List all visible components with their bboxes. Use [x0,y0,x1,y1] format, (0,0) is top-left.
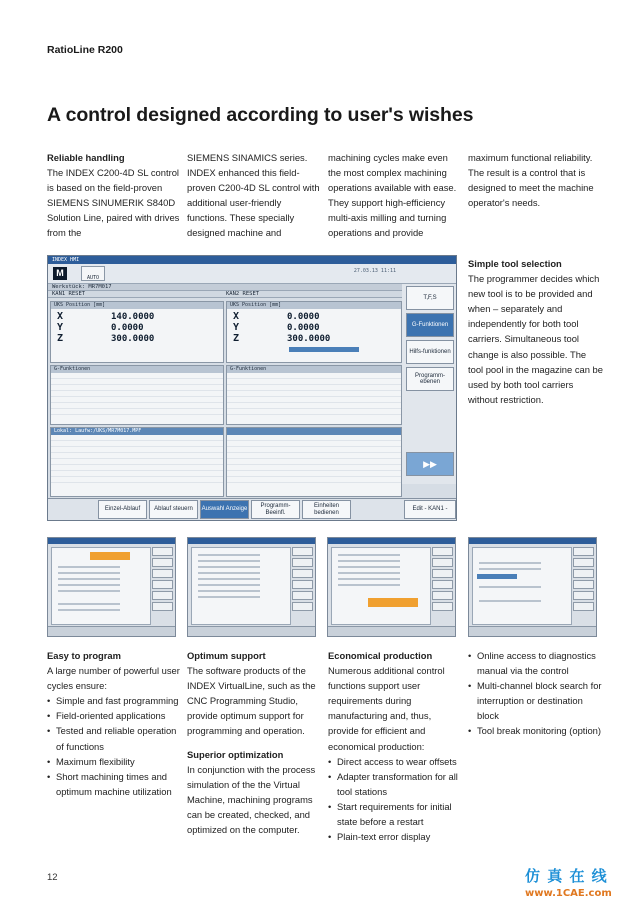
list-item: • Plain-text error display [328,829,463,844]
list-item: • Field-oriented applications [47,708,182,723]
gfunc-panel-right-head: G-Funktionen [227,366,401,373]
optimization-text: In conjunction with the process simulation of the the Virtual Machine, machining programs can be created, checked, and optimized on the computer. [187,763,316,836]
list-item: • Short machining times and optimum machine utilization [47,769,182,799]
extra-section [468,648,603,739]
page-title: A control designed according to user's wishes [47,104,474,126]
watermark-bottom: www.1CAE.com [525,888,612,899]
optimum-heading: Optimum support [187,650,266,661]
side-softkeys [402,284,456,484]
screen-toolbar [48,264,456,284]
aux-functions-button[interactable]: Hilfs-funktionen [406,340,454,364]
program-list-right [227,435,401,483]
intro-paragraph-3: machining cycles make even the most complex machining operations available with ease. They support high-efficiency multi-axis milling and turning operations and provide [328,152,457,239]
screen-window-title: INDEX HMI [52,257,80,263]
units-button[interactable]: Einheiten bedienen [302,500,351,519]
list-item: • Tested and reliable operation of functions [47,723,182,753]
axis-row: X 140.0000 [57,311,155,322]
screen-title-bar [48,256,456,264]
optimum-text: The software products of the INDEX VirtualLine, such as the CNC Programming Studio, provide optimum support for programming and operation. [187,665,316,737]
tool-selection-heading: Simple tool selection [468,258,562,269]
gfunc-panel-left-head: G-Funktionen [51,366,223,373]
intro-paragraph-4: maximum functional reliability. The result is a control that is designed to meet the machine operator's needs. [468,152,594,209]
tfs-button[interactable]: T,F,S [406,286,454,310]
tool-selection-section [468,256,603,407]
program-panel-right [226,427,402,497]
double-chevron-right-icon: ▶▶ [423,458,437,469]
gfunc-panel-left [50,365,224,425]
list-item: • Online access to diagnostics manual via the control [468,648,603,678]
list-item: • Tool break monitoring (option) [468,723,603,738]
economical-bullets [328,754,463,845]
list-item: • Simple and fast programming [47,693,182,708]
channel-row [48,284,403,291]
list-item: • Multi-channel block search for interruption or destination block [468,678,603,723]
reset-row [48,291,403,298]
intro-col-2 [187,150,322,241]
list-item: • Direct access to wear offsets [328,754,463,769]
channel-row-text: Werkstück: MR7M017 [52,284,112,290]
gfunc-list-right [227,373,401,415]
reset-row-left: KAN1 RESET [52,291,86,297]
tool-selection-text: The programmer decides which new tool is to be provided and when – separately and independently for both tool carriers. Simultaneous tool change is also possible. The tool pool in the magazine can be used by both tool carriers without restriction. [468,273,603,405]
intro-paragraph-2: SIEMENS SINAMICS series. INDEX enhanced this field-proven C200-4D SL control with additional user-friendly functions. These specially designed machine and [187,152,320,239]
easy-text: A large number of powerful user cycles ensure: [47,665,180,692]
screen-date: 27.03.13 11:11 [353,268,396,274]
economical-heading: Economical production [328,650,433,661]
position-panel-right-head: UKS Position [mm] [227,302,401,309]
easy-section [47,648,182,799]
auto-mode-label: AUTO [86,275,100,281]
optimum-section [187,648,322,837]
intro-col-4 [468,150,603,210]
position-panel-left-head: UKS Position [mm] [51,302,223,309]
gfunc-list-left [51,373,223,415]
axis-row: X 0.0000 [233,311,320,322]
reset-row-right: KAN2 RESET [226,291,260,297]
watermark [525,865,612,899]
page-number: 12 [47,872,58,883]
axis-row: Y 0.0000 [233,322,320,333]
thumbnail-screen-1 [47,537,176,637]
gfunc-panel-right [226,365,402,425]
list-item: • Start requirements for initial state before a restart [328,799,463,829]
display-selection-button[interactable]: Auswahl Anzeige [200,500,249,519]
program-list-left [51,435,223,483]
thumbnail-screen-2 [187,537,316,637]
sequence-control-button[interactable]: Ablauf steuern [149,500,198,519]
thumbnail-screen-3 [327,537,456,637]
intro-col-1 [47,150,182,241]
siemens-logo-icon: M [53,267,67,280]
program-panel-left [50,427,224,497]
axis-row: Y 0.0000 [57,322,144,333]
position-panel-left [50,301,224,363]
program-control-button[interactable]: Programm-Beeinfl. [251,500,300,519]
thumbnail-screen-4 [468,537,597,637]
optimization-heading: Superior optimization [187,748,284,760]
control-screenshot [47,255,457,521]
economical-section [328,648,463,844]
intro-paragraph-1: The INDEX C200-4D SL control is based on the field-proven SIEMENS SINUMERIK S840D Solution Line, paired with drives from the [47,167,180,239]
edit-channel-button[interactable]: Edit - KAN1 - [404,500,456,519]
auto-mode-button[interactable] [81,266,105,281]
program-panel-right-head [227,428,401,435]
easy-heading: Easy to program [47,650,121,661]
g-functions-button[interactable]: G-Funktionen [406,313,454,337]
position-panel-right [226,301,402,363]
intro-col-3 [328,150,463,241]
program-levels-button[interactable]: Programm-ebenen [406,367,454,391]
header-label: RatioLine R200 [47,44,123,56]
list-item: • Maximum flexibility [47,754,182,769]
axis-row: Z 300.0000 [233,333,331,344]
axis-row: Z 300.0000 [57,333,155,344]
single-block-button[interactable]: Einzel-Ablauf [98,500,147,519]
easy-bullets [47,693,182,799]
next-page-button[interactable] [406,452,454,476]
bottom-softkeys [48,498,456,520]
program-panel-left-head: Lokal: Laufw:/UKS/MR7M017.MPF [51,428,223,435]
economical-text: Numerous additional control functions support user requirements during manufacturing and, thus, provide for efficient and economical production: [328,665,445,752]
extra-bullets [468,648,603,739]
intro-heading: Reliable handling [47,152,125,163]
list-item: • Adapter transformation for all tool stations [328,769,463,799]
watermark-top: 仿 真 在 线 [525,867,608,885]
progress-bar [289,347,359,352]
